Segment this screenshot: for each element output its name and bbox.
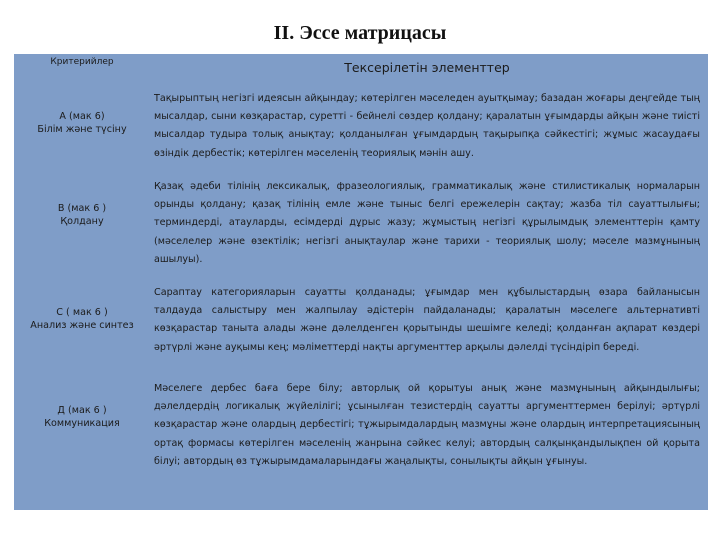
criterion-sublabel: Коммуникация: [44, 418, 120, 429]
header-criteria: Критерийлер: [50, 57, 114, 67]
criterion-sublabel: Білім және түсіну: [37, 124, 127, 135]
criterion-cell: [14, 306, 150, 332]
criterion-label: Д (мак 6 ): [57, 405, 107, 416]
criterion-cell: [14, 404, 150, 430]
elements-cell: Қазақ әдеби тілінің лексикалық, фразеологиялық, грамматикалық және стилистикалық нормаларын орынды қолдану; қазақ тілінің емле және тыныс белгі ережелерін сақтау; жазба тіл сауаттылығы; терминдерді, атауларды, есімдерді дұрыс жазу; жұмыстың негізгі құрылымдық элементтерін қамту (мәселелер және өзектілік; негізгі анықтаулар және тарихи - теориялық шолу; мәселе мазмұнының ашылуы).: [154, 181, 700, 265]
header-elements: Тексерілетін элементтер: [344, 60, 510, 75]
criterion-label: В (мак 6 ): [57, 203, 107, 214]
table-header-row: [14, 54, 708, 84]
criterion-sublabel: Анализ және синтез: [30, 320, 134, 331]
criterion-label: А (мак 6): [59, 111, 105, 122]
essay-matrix-table: [14, 54, 708, 510]
elements-cell: Тақырыптың негізгі идеясын айқындау; көтерілген мәселеден ауытқымау; базадан жоғары деңгейде тың мысалдар, сыни көзқарастар, суретті - бейнелі сөздер қолдану; қаралатын ұғымдарды айқын және тиісті мысалдар тудыра толық анықтау; қолданылған ұғымдардың тақырыпқа сәйкестігі; жұмыс жасаудағы өзіндік дербестік; көтерілген мәселенің теориялық мәнін ашу.: [154, 93, 700, 159]
elements-cell: Мәселеге дербес баға бере білу; авторлық ой қорытуы анық және мазмұнының айқындылығы; дәлелдердің логикалық жүйелілігі; ұсынылған тезистердің сауатты аргументтермен берілуі; әртүрлі көзқарастар және олардың дербестігі; тұжырымдалардың мазмұны және олардың интерпретациясының ортақ формасы көтерілген мәселенің жанрына сәйкес келуі; автордың салқынқандылықпен ой қорыта білуі; автордың өз тұжырымдамаларындағы жаңалықты, сонылықты айқын ұғынуы.: [154, 383, 700, 467]
criterion-sublabel: Қолдану: [60, 216, 104, 227]
page-title: II. Эссе матрицасы: [273, 22, 447, 44]
criterion-label: С ( мак 6 ): [56, 307, 108, 318]
criterion-cell: [14, 110, 150, 136]
criterion-cell: [14, 202, 150, 228]
elements-cell: Сараптау категорияларын сауатты қолданады; ұғымдар мен құбылыстардың өзара байланысын талдауда салыстыру мен жалпылау әдістерін пайдаланады; қаралатын мәселеге альтернативті көзқарастар таныта алады және дәлелденген қорытынды шешімге келеді; қолданған ақпарат көздері әртүрлі және ауқымы кең; мәліметтерді нақты аргументтер арқылы дәлелді түсіндіріп береді.: [154, 287, 700, 353]
